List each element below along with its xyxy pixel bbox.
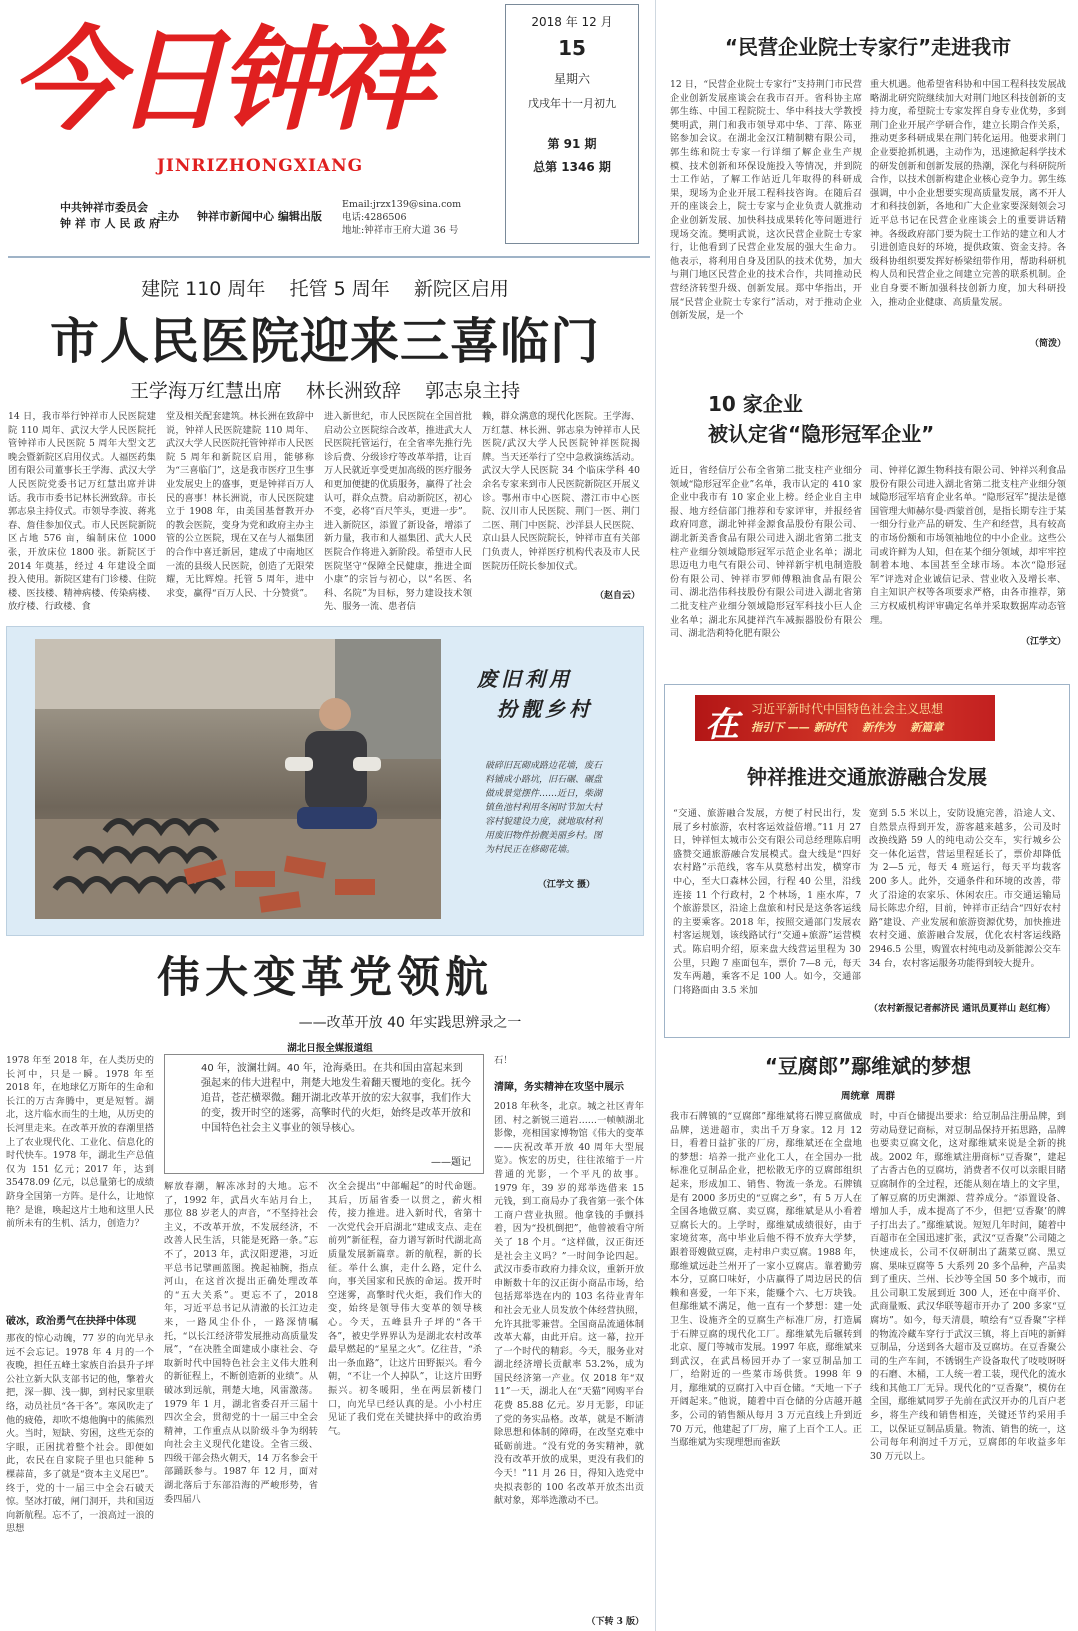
photo-illustration [35, 639, 441, 919]
masthead-divider [8, 256, 650, 258]
sponsor-1: 中共钟祥市委员会 [60, 201, 148, 214]
reform-col-4-heading: 清障，务实精神在攻坚中展示 [494, 1082, 624, 1093]
hospital-col-4: 赖，群众满意的现代化医院。王学海、万红慧、林长洲、郭志泉为钟祥市人民医院/武汉大学人民医院钟祥医院揭牌。当天还举行了空中急救演练活动。武汉大学人民医院 34 个临床学科 40 余名专家来到市人民医院新院区开展义诊。鄂州市中心医院、潜江市中心医院、汉川市人民医院、荆门一医、荆门二医、荆门中医院、沙洋县人民医院、京山县人民医院院长，钟祥市直有关部门负责人，钟祥医疗机构代表及市人民医院历任院长参加仪式。 [482, 411, 640, 572]
traffic-byline: （农村新报记者郝济民 通讯员夏祥山 赵红梅） [869, 1004, 1056, 1014]
photo-title-2: 扮靓乡村 [497, 697, 593, 721]
date-year-month: 2018 年 12 月 [531, 15, 613, 29]
tofu-col-1: 我市石牌镇的“豆腐郎”鄢维斌将石牌豆腐做成品牌，送进超市，卖出千万身家。12 月 12 日，看着日益扩张的厂房，鄢维斌还在全盘地的梦想：培养一批产业化工人，在全国办一批标准化豆制品企业，把松散无序的豆腐郎组织起来，形成加工、销售、物流一条龙。石牌镇是有 2000 多历史的“豆腐之乡”，有 5 万人在全国各地做豆腐、卖豆腐，鄢维斌是从小看着豆腐长大的。上学时，鄢维斌成绩很好，由于家境贫寒，高中毕业后他不得不放弃大学梦，跟着哥嫂做豆腐，走村串户卖豆腐。1988 年，鄢维斌远赴兰州开了一家小豆腐店。靠着勤劳本分，豆腐口味好，小店赢得了周边居民的信赖和喜爱，一年下来，能赚个六、七万块钱。但鄢维斌不满足，他一直有一个梦想：建一处卫生、设施齐全的豆腐生产标准厂房，打造属于石牌豆腐的现代化工厂。鄢维斌先后辗转到北京、厦门等城市发展。1997 年底，鄢维斌来到武汉，在武昌杨园开办了一家豆制品加工厂，给附近的一些菜市场供货。1998 年 9 月，鄢维斌的豆腐打入中百仓储。“天地一下子开阔起来。”他说，随着中百仓储的分店越开越多，公司的销售额从每月 3 万元直线上升到近 70 万元，他建起了厂房，雇了上百个工人。正当鄢维斌为实现理想而雀跃 [670, 1111, 862, 1449]
private-ent-headline: “民营企业院士专家行”走进我市 [724, 35, 1012, 59]
reform-col-2: 解放春潮，解冻冰封的大地。忘不了，1992 年，武昌火车站月台上，那位 88 岁老人的声音，“不坚持社会主义，不改革开放，不发展经济，不改善人民生活，只能是死路一条。”忘不了，2013 年，武汉阳逻港，习近平总书记擘画蓝图。挽起袖腕，指点河山，在这首次提出正确处理改革的“五大关系”。更忘不了，2018 年，习近平总书记从清澈的长江边走来，一路风尘仆仆，一路深情嘱托，“以长江经济带发展推动高质量发展”，“在决胜全面建成小康社会、夺取新时代中国特色社会主义伟大胜利的新征程上，不断创造新的业绩”。从破冰到远航，荆楚大地，风雷激荡。1979 年 1 月，湖北省委召开三届十四次全会，贯彻党的十一届三中全会精神，工作重点从以阶级斗争为纲转向社会主义现代化建设。全省三级、四级干部会热火朝天，14 万名参会干部踊跃参与。1987 年 12 月，面对湖北落后于东部沿海的严峻形势，省委四届八 [164, 1181, 318, 1505]
hospital-subhead: 王学海万红慧出席 林长洲致辞 郭志泉主持 [129, 380, 521, 402]
column-divider [655, 0, 656, 1631]
tofu-headline: “豆腐郎”鄢维斌的梦想 [764, 1054, 972, 1078]
reform-col-4: 2018 年秋冬，北京。城之社区青年团、村之新锐三道岩……一帧帧湖北影像，亮相国家博物馆《伟大的变革——庆祝改革开放 40 周年大型展览》。恢宏的历史，往往浓缩于一片普通的光影，一个平凡的故事。1979 年，39 岁的郑举选借来 15 元钱，到工商局办了我省第一张个体工商户营业执照。他拿钱的手颤抖着，因为“投机倒把”，他曾被看守所关了 18 个月。“这样做，汉正街还是社会主义吗？”一时间争论四起。武汉市委市政府力排众议，重新开放申断数十年的汉正街小商品市场，给包括郑举选在内的 103 名待业青年和社会无业人员发放个体经营执照，允许其批零兼营。全国商品流通体制改革大幕，由此开启。这一幕，拉开了一个时代的精彩。今天，服务业对湖北经济增长贡献率 53.2%，成为国民经济第一产业。仅 2018 年“双 11”一天，湖北人在“天猫”网购平台花费 85.88 亿元。岁月无影，印证了党的务实品格。改革，就是不断清除思想和体制的障碍，在改坚克难中砥砺前进。“没有党的务实精神，就没有改革开放的成果，更没有我们的今天！”11 月 26 日，得知入选党中央拟表彰的 100 名改革开放杰出贡献对象，郑举选激动不已。 [494, 1101, 644, 1507]
masthead [0, 0, 660, 255]
private-ent-article [664, 0, 1072, 360]
photo-byline: （江学文 摄） [537, 880, 595, 890]
contact-address: 地址:钟祥市王府大道 36 号 [342, 225, 459, 236]
reform-quote: 40 年，波澜壮阔。40 年，沧海桑田。在共和国由富起来到强起来的伟大进程中，荆楚大地发生着翻天覆地的变化。抚今追昔，苍茫横翠微。翻开湖北改革开放的宏大叙事，我们作大的变，拨开时空的迷雾，高擎时代的火炬，始终是改革开放和中国特色社会主义事业的领导核心。 [201, 1063, 471, 1134]
traffic-headline: 钟祥推进交通旅游融合发展 [747, 765, 987, 789]
champion-col-2: 司、钟祥亿源生物科技有限公司、钟祥兴利食品股份有限公司进入湖北省第二批支柱产业细分领域隐形冠军培育企业名单。“隐形冠军”提法是德国管理大师赫尔曼·西蒙首创，是指长期专注于某一细分行业产品的研发、生产和经营，具有较高的市场份额和市场领袖地位的中小企业。这些公司或许鲜为人知，但在某个细分领域，却牢牢控制着本地、本国甚至全球市场。本次“隐形冠军”评选对企业诚信记录、营业收入及增长率、自主知识产权等各项要求严格，由各市推荐，第三方权威机构评审确定名单并采取数据库动态管理。 [870, 465, 1066, 626]
reform-col-1b: 那夜的惊心动魄，77 岁的向光早永远不会忘记。1978 年 4 月的一个夜晚，担任五峰土家族自治县升子坪公社立新大队支部书记的他，擎着火把，深一脚、浅一脚，到村民家里联络，动员社员“各干各”。寒风吹走了他的疲倦，却吹不熄他胸中的熊熊烈火。当时，短缺、穷困，这些无奈的字眼，正困扰着整个社会。即便如此，农民在自家院子里也只能种 5 棵蒜苗，多了就是“资本主义尾巴”。终于，党的十一届三中全会石破天惊。坚冰打破，闸门洞开，共和国迈向新航程。忘不了，一浪高过一浪的思想 [6, 1333, 154, 1535]
reform-quote-sign: ——题记 [431, 1157, 471, 1168]
issue-number: 第 91 期 [547, 137, 597, 151]
banner-big-char: 在 [705, 705, 739, 745]
photo-caption: 破碎旧瓦砌成路边花墙，废石料铺成小路坑，旧石碾、碾盘做成景觉摆件……近日，柴湖镇鱼池村利用冬闲时节加大村容村貌建设力度，就地取材利用废旧物件扮靓美丽乡村。图为村民正在修砌花墙。 [485, 761, 603, 855]
date-box [505, 4, 639, 244]
reform-col-3: 次全会提出“中部崛起”的时代命题。其后，历届省委一以贯之，薪火相传，接力推进。进入新时代，省第十一次党代会开启湖北“建成支点、走在前列”新征程，奋力谱写新时代湖北高质量发展新篇章。新的航程，新的长征。举什么旗，走什么路，定什么向，事关国家和民族的命运。拨开时空迷雾，高擎时代火炬，我们作大的变，始终是领导伟大变革的领导核心。今天，五峰县升子坪的“各干各”，被史学界界认为是湖北农村改革最早燃起的“星星之火”。亿往昔，“杀出一条血路”，让这片田野振兴。看今朝，“不让一个人掉队”，让这片田野振兴。初冬暖阳，坐在两层新楼门口，向光早已经认真的是。小小村庄见证了我们党在关键抉择中的政治勇气。 [328, 1181, 482, 1437]
reform-col-1: 1978 年至 2018 年，在人类历史的长河中，只是一瞬。1978 年至 2018 年，在地球亿万斯年的生命和长江的万古奔腾中，更是短暂。湖北，这片临水而生的土地，从历史的长河里走来。在改革开放的春潮里搭上了农业现代化、工业化、信息化的时代快车。1978 年，湖北生产总值仅为 151 亿元；2017 年，达到 35478.09 亿元，以总量第七的成绩跻身全国第一方阵。是什么，让地惊艳？是谁，唤起这片土地和这里人民前所未有的生机、活力，创造力？ [6, 1055, 154, 1230]
photo-feature [6, 626, 644, 936]
sponsor-block [60, 200, 200, 232]
hospital-article [0, 260, 650, 613]
traffic-col-1: “交通、旅游融合发展，方便了村民出行，发展了乡村旅游，农村客运效益倍增。”11 月 27 日，钟祥恒太城市公交有限公司总经理陈启明盛赞交通旅游融合发展模式。盘大线是“四好农村路”示范线，客车从莫愁村出发，横穿市中心，至大口森林公园，行程 40 公里，沿线连接 11 个行政村，2 个林场，1 座水库，7 个旅游景区，沿途上盘旅和村民是这条客运线的主要乘客。2018 年，按照交通部门发展农村客运规划，该线路试行“交通+旅游”运营模式。陈启明介绍，原来盘大线营运里程为 30 公里，只跑 7 座面包车，票价 7—8 元，每天发车两趟，乘客不足 100 人。如今，交通部门将路面由 3.5 米加 [673, 808, 861, 996]
hospital-col-2: 堂及相关配套建筑。林长洲在致辞中说，钟祥人民医院建院 110 周年、武汉大学人民医院托管钟祥市人民医院 5 周年和新院区启用，能够称为“三喜临门”，这是我市医疗卫生事业发展史上的盛事，更是钟祥百万人民的喜事！林长洲说，市人民医院建立于 1908 年，由美国基督教开办的教会医院，变身为党和政府主办主管的公立医院，现在又在与人福集团的合作中喜迁新居，建成了中南地区一流的县级人民医院，创造了无限荣耀，无比辉煌。托管 5 周年，进中求变，赢得“百万人民、十分赞赏”。 [166, 411, 314, 599]
private-ent-col-1: 12 日，“民营企业院士专家行”支持荆门市民营企业创新发展座谈会在我市召开。省科协主席郭生练、中国工程院院士、华中科技大学教授樊明武，荆门和我市领导邓中华、丁萍、陈亚铭参加会议。在湖北金汉江精制糖有限公司，郭生练和院士专家一行详细了解企业生产规模、技术创新和环保设施投入等情况，并到院士工作站，了解工作站近几年取得的科研成果，现场为企业开展工程科技咨询。在随后召开的座谈会上，院士专家与企业负责人就推动企业创新发展、加快科技成果转化等问题进行现场交流。樊明武说，这次民营企业院士专家行，让他看到了民营企业发展的强大生命力。他表示，将利用自身及团队的技术优势，加大与荆门地区民营企业的技术合作，共同推动民营经济转型升级、创新发展。郑中华指出，开展“民营企业院士专家行”活动，对于推动企业创新发展，是一个 [670, 79, 862, 322]
reform-article [0, 940, 650, 1631]
hospital-col-1: 14 日，我市举行钟祥市人民医院建院 110 周年、武汉大学人民医院托管钟祥市人民医院 5 周年大型文艺晚会暨新院区启用仪式。人福医药集团有限公司董事长王学海、武汉大学人民医院党委书记万红慧出席并讲话。我市市委书记林长洲致辞。市长郭志泉主持仪式。市领导李波、蒋兆春、詹佳参加仪式。市人民医院新院区占地 576 亩，编制床位 1000 张，开放床位 1800 张。新院区于 2014 年奠基，经过 4 年建设全面投入使用。新院区建有门诊楼、住院楼、医技楼、精神病楼、传染病楼、放疗楼、行政楼、食 [8, 411, 156, 613]
champion-headline-2: 被认定省“隐形冠军企业” [708, 422, 935, 446]
sponsor-label: 主办 [157, 210, 179, 223]
tofu-authors: 周统章 周群 [840, 1091, 896, 1102]
champion-article [664, 380, 1072, 660]
private-ent-col-2: 重大机遇。他希望省科协和中国工程科技发展战略湖北研究院继续加大对荆门地区科技创新的支持力度，希望院士专家发挥自身专业优势，多到荆门企业开展产学研合作，建立长期合作关系，推动更多科研成果在荆门转化运用。他要求荆门企业要抢抓机遇，主动作为，迅速掀起科学技术的研发创新和创新发展的热潮，深化与科研院所合作，以技术创新构建企业核心竞争力。郭生练强调，中小企业想要实现高质量发展，离不开人才和科技创新，各地和广大企业家要深刻领会习近平总书记在民营企业座谈会上的重要讲话精神。各级政府部门要为院士工作站的建立和人才引进创造良好的环境，提供政策、资金支持。各级科协组织要发挥好桥梁纽带作用，帮助科研机构人员和民营企业之间建立完善的联系机制。企业自身要不断加强科技创新力度，加大科研投入，推动企业健康、高质量发展。 [870, 79, 1066, 308]
contact-email: Email:jrzx139@sina.com [342, 199, 462, 210]
contact-block [342, 198, 502, 237]
contact-phone: 电话:4286506 [342, 212, 407, 223]
banner-line-2: 指引下 —— 新时代 新作为 新篇章 [751, 721, 944, 734]
total-issue: 总第 1346 期 [533, 160, 611, 174]
champion-byline: （江学文） [1020, 637, 1066, 647]
traffic-col-2: 宽到 5.5 米以上，安防设施完善，沿途人文、自然景点得到开发，游客越来越多，公司及时改换线路 59 人的纯电动公交车，实行城乡公交一体化运营，营运里程延长了，票价却降低为 2—5 元，每天 4 班运行，每天平均载客 200 多人。此外，交通条件和环境的改善，带火了沿途的农家乐、休闲农庄。市交通运输局局长陈忠介绍，目前，钟祥市正结合“四好农村路”建设、产业发展和旅游资源优势，加快推进农村交通、旅游融合发展，优化农村客运线路 2946.5 公里，购置农村纯电动及新能源公交车 34 台，农村客运服务功能得到较大提升。 [869, 808, 1061, 969]
date-day: 15 [558, 36, 586, 60]
reform-subhead: ——改革开放 40 年实践思辨录之一 [298, 1015, 522, 1031]
champion-headline-1: 10 家企业 [708, 392, 803, 416]
reform-headline: 伟大变革党领航 [157, 953, 493, 1003]
hospital-headline: 市人民医院迎来三喜临门 [49, 313, 600, 370]
reform-quote-box [164, 1054, 484, 1174]
masthead-pinyin: JINRIZHONGXIANG [156, 156, 364, 176]
traffic-box [664, 684, 1070, 1038]
masthead-title: 今日钟祥 [10, 15, 426, 146]
champion-col-1: 近日，省经信厅公布全省第二批支柱产业细分领域“隐形冠军企业”名单，我市认定的 410 家企业中我市有 10 家企业上榜。经企业自主申报、地方经信部门推荐和专家评审，并报经省政府同意，湖北钟祥金源食品股份有限公司、湖北新美香食品有限公司进入湖北省第二批支柱产业细分领域隐形冠军示范企业名单；湖北思迈电力电气有限公司、钟祥新宇机电制造股份有限公司、钟祥市罗师傅粮油食品有限公司、湖北浩伟科技股份有限公司进入湖北省第二批支柱产业细分领域隐形冠军科技小巨人企业名单；湖北东风捷祥汽车减振器股份有限公司、湖北浩莉特化肥有限公 [670, 465, 862, 640]
ideology-banner [695, 695, 995, 745]
hospital-byline: （赵自云） [594, 591, 640, 601]
hospital-col-3: 进入新世纪，市人民医院在全国首批启动公立医院综合改革，推进武大人民医院托管运行，在全省率先推行先诊后费、分级诊疗等改革举措，让百万人民就近享受更加高级的医疗服务和更加便捷的优质服务，赢得了社会认可，群众点赞。启动新院区，初心不变，必将“百尺竿头，更进一步”。进入新院区，添置了新设备，增添了新力量，我市和人福集团、武大人民医院合作将进入新阶段。希望市人民医院坚守“保障全民健康，推进全面小康”的宗旨与初心，以“名医、名科、名院”为目标，努力建设技术领先、服务一流、患者信 [324, 411, 472, 613]
feature-photo [35, 639, 441, 919]
hospital-kicker: 建院 110 周年 托管 5 周年 新院区启用 [141, 278, 509, 300]
reform-source: 湖北日报全媒报道组 [287, 1043, 373, 1054]
tofu-article [664, 1040, 1072, 1631]
reform-col-1-heading: 破冰，政治勇气在抉择中体现 [6, 1316, 136, 1327]
private-ent-byline: （简泼） [1029, 339, 1066, 349]
reform-continued: （下转 3 版） [586, 1617, 644, 1627]
date-lunar: 戊戌年十一月初九 [528, 97, 616, 110]
banner-line-1: 习近平新时代中国特色社会主义思想 [751, 702, 944, 716]
date-weekday: 星期六 [553, 72, 590, 86]
sponsor-2: 钟 祥 市 人 民 政 府 [60, 217, 160, 230]
reform-col-4-top: 石！ [494, 1055, 513, 1066]
publisher: 钟祥市新闻中心 编辑出版 [197, 210, 322, 223]
photo-title-1: 废旧利用 [477, 667, 573, 691]
tofu-col-2: 时，中百仓储提出要求：给豆制品注册品牌，到劳动局登记商标，对豆制品保持开拓思路，品牌也要卖豆腐文化，这对鄢维斌来说是全新的挑战。2002 年，鄢维斌注册商标“豆香聚”，建起了古香古色的豆腐坊，消费者不仅可以亲眼目睹豆腐制作的全过程，还能从刻在墙上的文字里，了解豆腐的历史渊源、营养成分。“添置设备、增加人手，成本提高了不少，但把‘豆香聚’的牌子打出去了。”鄢维斌说。短短几年时间，随着中百超市在全国迅速扩张，武汉“豆香聚”公司随之快速成长，公司不仅研制出了蔬菜豆腐、黑豆腐、果味豆腐等 5 大系列 20 多个品种，产品卖到了重庆、兰州、长沙等全国 50 多个城市，而且公司职工发展到近 300 人，还在中商平价、武商量贩、武汉华联等超市开办了 200 多家“豆腐坊”。如今，每天清晨，喷绘有“豆香聚”字样的物流冷藏车穿行于武汉三镇，将上百吨的新鲜豆制品，分送到各大超市及豆腐坊。在豆香聚公司的生产车间，不锈钢生产设备取代了吱吱呀呀的石磨、木桶，工人统一着工装，现代化的流水线和其他工厂无异。现代化的“豆香聚”，模仿在全国，鄢维斌同罗子先前在武汉开办的几百户老乡，将生产线和销售相连，关键还节约采用手工，以保证豆制品质量。物流、销售的统一，这公司每年利润过千万元，豆腐郎的年收益多年 30 万元以上。 [870, 1111, 1066, 1462]
